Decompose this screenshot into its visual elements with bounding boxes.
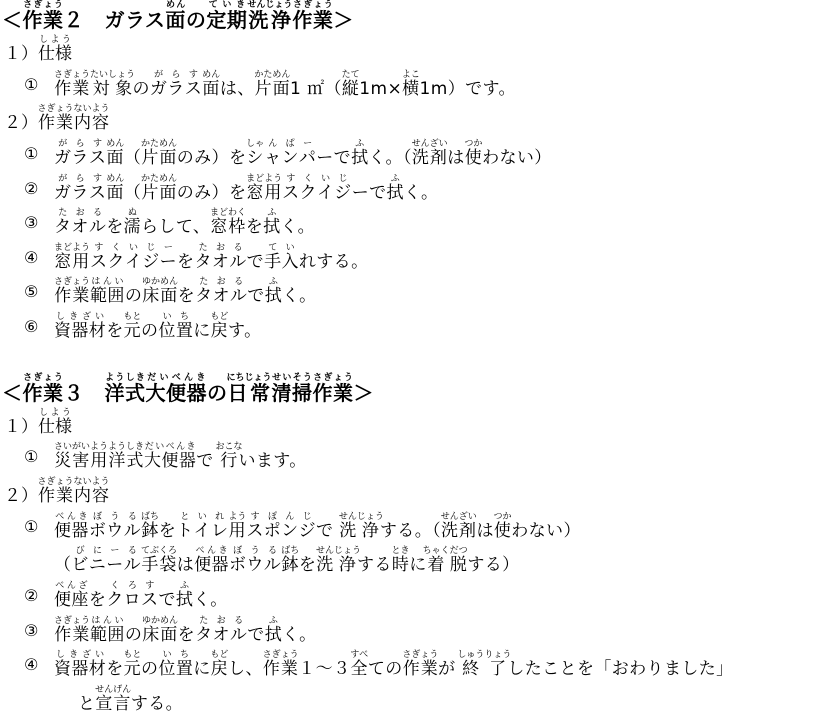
item-text: （ビびニにーールる手袋てぶくろは便器べんきボぼウうルる鉢ばちを洗せん浄じょうする時ときに着ちゃく脱だつする） [54,546,520,576]
item-marker: ④ [24,655,39,675]
group-heading: １）仕様しよう [4,407,72,437]
item-text: 便座べんざをクくロろスすで拭ふく。 [54,580,228,610]
item-text: ガがラらスす面めん（片面かためんのみ）を窓まど用ようスすクくイいジじーで拭ふく。 [54,173,439,203]
item-text: タたオおルるを濡ぬらして、窓枠まどわくを拭ふく。 [54,208,315,238]
item-text: 作業さぎょう対象たいしょうのガがラらスす面めんは、片面かためん1 ㎡（縦たて1m×横よこ1m）です。 [54,69,516,99]
group-heading: １）仕様しよう [4,35,72,64]
list-item [0,650,832,685]
list-item [0,512,832,547]
list-item [0,139,832,174]
item-text: 便器べんきボぼウうルる鉢ばちをトとイいレれ用ようスすポぽンんジじで 洗せん浄じょうする。（洗剤せんざいは使つかわない） [54,511,581,541]
list-item [0,581,832,616]
list-item [0,312,832,347]
item-marker: ③ [24,213,39,233]
item-marker: ⑥ [24,317,39,337]
group-heading: ２）作業さぎょう内容ないよう [4,477,110,506]
item-continuation: と宣言せんげんする。 [78,684,184,714]
item-marker: ① [24,144,39,164]
item-text: 作業さぎょう範囲はんいの床面ゆかめんをタたオおルるで拭ふく。 [54,615,317,645]
list-item [0,174,832,209]
list-item [0,616,832,651]
list-item [0,277,832,312]
section-task2 [0,0,832,347]
list-item [0,546,832,581]
item-marker: ② [24,178,39,198]
list-item [0,70,832,105]
item-text: 資器材しきざいを元もとの位置いちに戻もどし、作業さぎょう１～３全すべての作業さぎょうが 終しゅう了りょうしたことを「おわりました」 [54,650,734,680]
section-spacer [0,347,832,373]
section-task3 [0,373,832,719]
item-marker: ③ [24,620,39,640]
item-marker: ② [24,585,39,605]
item-marker: ① [24,447,39,467]
item-marker: ⑤ [24,282,39,302]
item-marker: ④ [24,247,39,267]
group-heading: ２）作業さぎょう内容ないよう [4,104,110,134]
list-item [0,243,832,278]
item-list [0,442,832,477]
item-text: 作業さぎょう範囲はんいの床面ゆかめんをタたオおルるで拭ふく。 [54,277,317,307]
item-text: 窓まど用ようスすクくイいジじーーをタたオおルるで手て入いれする。 [54,242,369,272]
item-list [0,139,832,347]
item-text: ガがラらスす面めん（片面かためんのみ）をシしゃャんンぱパーーで拭ふく。（洗剤せんざいは使つかわない） [54,139,552,169]
list-item [0,442,832,477]
section-title: ＜作業さぎょう３ 洋式ようしき大便器だいべんきの日常にちじょう清掃せいそう作業さぎょう＞ [2,372,375,405]
item-text: 災害さいがい用よう洋式ようしき大便器だいべんきで 行おこないます。 [54,442,307,472]
item-marker: ① [24,516,39,536]
item-text: 資器材しきざいを元もとの位置いちに戻もどす。 [54,312,262,342]
item-marker: ① [24,74,39,94]
item-list [0,70,832,105]
section-title: ＜作業さぎょう２ ガラス面めんの定期ていき洗浄せんじょう作業さぎょう＞ [2,0,354,32]
item-list [0,512,832,719]
list-item [0,208,832,243]
